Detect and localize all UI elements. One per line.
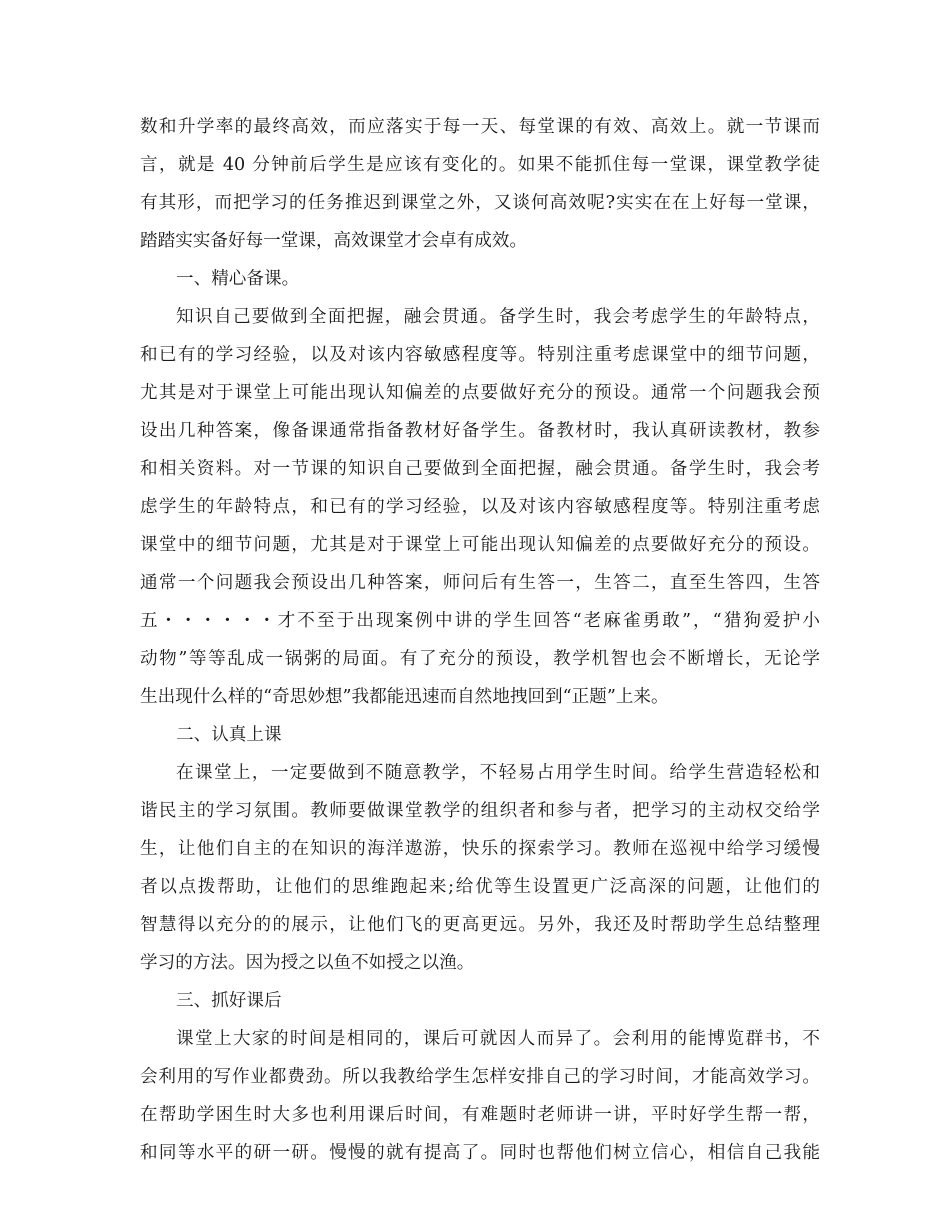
paragraph-line: 知识自己要做到全面把握，融会贯通。备学生时，我会考虑学生的年龄特点， bbox=[176, 307, 820, 327]
paragraph-line: 者以点拨帮助，让他们的思维跑起来;给优等生设置更广泛高深的问题，让他们的 bbox=[140, 877, 820, 897]
paragraph-line: 踏踏实实备好每一堂课，高效课堂才会卓有成效。 bbox=[140, 231, 528, 251]
paragraph-line: 课堂中的细节问题，尤其是对于课堂上可能出现认知偏差的点要做好充分的预设。 bbox=[140, 535, 820, 555]
paragraph-line: 谐民主的学习氛围。教师要做课堂教学的组织者和参与者，把学习的主动权交给学 bbox=[140, 801, 820, 821]
paragraph-line: 动物”等等乱成一锅粥的局面。有了充分的预设，教学机智也会不断增长，无论学 bbox=[140, 649, 820, 669]
paragraph-line: 在课堂上，一定要做到不随意教学，不轻易占用学生时间。给学生营造轻松和 bbox=[176, 763, 820, 783]
paragraph-line: 生，让他们自主的在知识的海洋遨游，快乐的探索学习。教师在巡视中给学习缓慢 bbox=[140, 839, 820, 859]
section-heading-in-class: 二、认真上课 bbox=[176, 725, 282, 745]
paragraph-line: 五・・・・・・才不至于出现案例中讲的学生回答“老麻雀勇敢”，“猎狗爱护小 bbox=[140, 611, 820, 631]
paragraph-line: 言，就是 40 分钟前后学生是应该有变化的。如果不能抓住每一堂课，课堂教学徒 bbox=[140, 155, 820, 175]
paragraph-line: 会利用的写作业都费劲。所以我教给学生怎样安排自己的学习时间，才能高效学习。 bbox=[140, 1067, 820, 1087]
paragraph-line: 有其形，而把学习的任务推迟到课堂之外，又谈何高效呢?实实在在上好每一堂课， bbox=[140, 193, 820, 213]
paragraph-line: 智慧得以充分的的展示，让他们飞的更高更远。另外，我还及时帮助学生总结整理 bbox=[140, 915, 820, 935]
paragraph-line: 学习的方法。因为授之以鱼不如授之以渔。 bbox=[140, 953, 475, 973]
paragraph-line: 数和升学率的最终高效，而应落实于每一天、每堂课的有效、高效上。就一节课而 bbox=[140, 117, 820, 137]
paragraph-line: 课堂上大家的时间是相同的，课后可就因人而异了。会利用的能博览群书，不 bbox=[176, 1029, 820, 1049]
section-heading-lesson-prep: 一、精心备课。 bbox=[176, 269, 300, 289]
paragraph-line: 和同等水平的研一研。慢慢的就有提高了。同时也帮他们树立信心，相信自己我能 bbox=[140, 1143, 820, 1163]
section-heading-after-class: 三、抓好课后 bbox=[176, 991, 282, 1011]
paragraph-line: 和已有的学习经验，以及对该内容敏感程度等。特别注重考虑课堂中的细节问题， bbox=[140, 345, 820, 365]
paragraph-line: 设出几种答案，像备课通常指备教材好备学生。备教材时，我认真研读教材，教参 bbox=[140, 421, 820, 441]
paragraph-line: 通常一个问题我会预设出几种答案，师问后有生答一，生答二，直至生答四，生答 bbox=[140, 573, 820, 593]
paragraph-line: 生出现什么样的“奇思妙想”我都能迅速而自然地拽回到“正题”上来。 bbox=[140, 687, 669, 707]
paragraph-line: 在帮助学困生时大多也利用课后时间，有难题时老师讲一讲，平时好学生帮一帮， bbox=[140, 1105, 820, 1125]
paragraph-line: 虑学生的年龄特点，和已有的学习经验，以及对该内容敏感程度等。特别注重考虑 bbox=[140, 497, 820, 517]
paragraph-line: 和相关资料。对一节课的知识自己要做到全面把握，融会贯通。备学生时，我会考 bbox=[140, 459, 820, 479]
paragraph-line: 尤其是对于课堂上可能出现认知偏差的点要做好充分的预设。通常一个问题我会预 bbox=[140, 383, 820, 403]
